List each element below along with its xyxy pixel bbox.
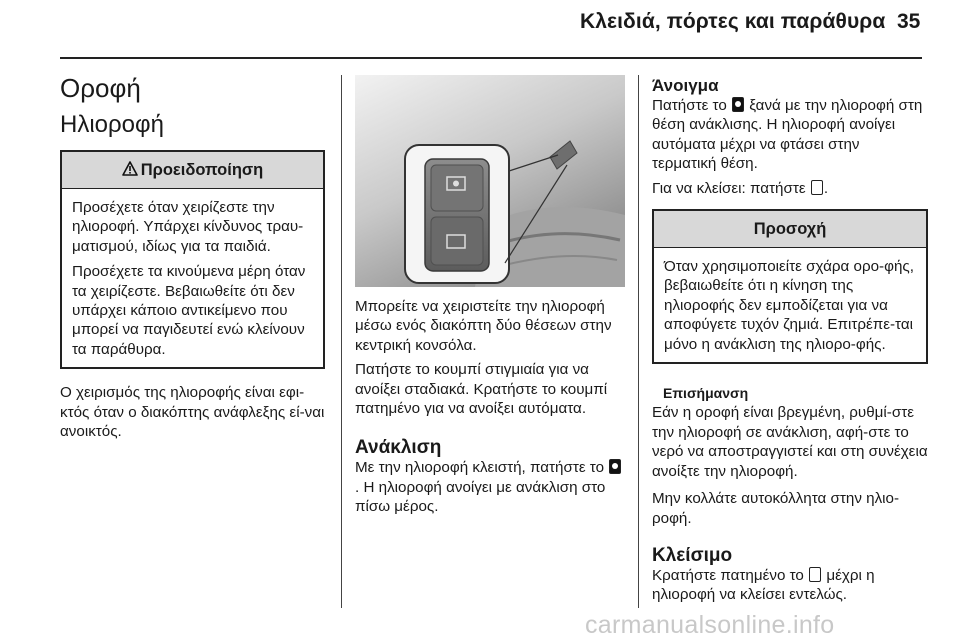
press-paragraph: Πατήστε το κουμπί στιγμιαία για να ανοίξει σταδιακά. Κρατήστε το κουμπί πατημένο για να ανοίξει αυτόματα. [355, 361, 608, 418]
watermark: carmanualsonline.info [585, 611, 835, 639]
close-paragraph [652, 179, 928, 198]
closing-paragraph [652, 566, 928, 605]
column-divider-2 [638, 75, 639, 608]
column-1 [60, 72, 325, 441]
closing-text-start: Κρατήστε πατημένο το [652, 566, 804, 584]
sun-icon [732, 97, 744, 112]
sunroof-switch-figure [355, 75, 625, 287]
column-2 [355, 75, 625, 517]
column-divider-1 [341, 75, 342, 608]
warning-text-1: Προσέχετε όταν χειρίζεστε την ηλιοροφή. Υπάρχει κίνδυνος τραυ-ματισμού, ιδίως για τα παιδιά. [72, 199, 304, 255]
closing-title: Κλείσιμο [652, 544, 733, 566]
header-rule [60, 57, 922, 59]
close-text-start: Για να κλείσει: πατήστε [652, 179, 806, 197]
subsection-title: Ηλιοροφή [60, 111, 164, 138]
warning-box [60, 150, 325, 369]
note-title: Επισήμανση [663, 385, 749, 402]
warning-box-header [62, 152, 323, 189]
sun-icon [609, 459, 621, 474]
square-icon [809, 567, 821, 582]
square-icon [811, 180, 823, 195]
close-text-end: . [823, 179, 829, 197]
column-3 [652, 75, 928, 605]
ignition-paragraph: Ο χειρισμός της ηλιοροφής είναι εφι-κτός όταν ο διακόπτης ανάφλεξης εί-ναι ανοικτός. [60, 384, 325, 441]
tilt-text-start: Με την ηλιοροφή κλειστή, πατήστε το [355, 459, 605, 477]
running-header-title: Κλειδιά, πόρτες και παράθυρα [580, 10, 886, 33]
open-text-start: Πατήστε το [652, 97, 727, 114]
open-text-end: ξανά με την ηλιοροφή στη θέση ανάκλισης. Η ηλιοροφή ανοίγει αυτόματα μέχρι να φτάσει στην τερματική θέση. [652, 97, 923, 173]
tilt-paragraph [355, 458, 625, 516]
sticker-paragraph: Μην κολλάτε αυτοκόλλητα στην ηλιο-ροφή. [652, 490, 900, 527]
tilt-text-end: . Η ηλιοροφή ανοίγει με ανάκλιση στο πίσω μέρος. [355, 478, 606, 516]
page-number: 35 [897, 10, 921, 33]
tilt-title: Ανάκλιση [355, 437, 442, 459]
caution-title: Προσοχή [654, 211, 926, 248]
warning-text-2: Προσέχετε τα κινούμενα μέρη όταν τα χειρίζεστε. Βεβαιωθείτε ότι δεν υπάρχει κάποιο αντικείμενο που μπορεί να παγιδευτεί ενώ κλείνουν τα παράθυρα. [72, 263, 306, 358]
section-title: Οροφή [60, 73, 141, 103]
switch-paragraph: Μπορείτε να χειριστείτε την ηλιοροφή μέσω ενός διακόπτη δύο θέσεων στην κεντρική κονσόλα. [355, 298, 612, 354]
warning-triangle-icon [122, 153, 138, 189]
caution-text: Όταν χρησιμοποιείτε σχάρα ορο-φής, βεβαιωθείτε ότι η κίνηση της ηλιοροφής δεν εμποδίζεται για να αποφύγετε τυχόν ζημιά. Επιτρέπε-ται μόνο η ανάκλιση της ηλιορο-φής. [664, 258, 914, 353]
open-paragraph [652, 96, 928, 174]
open-title: Άνοιγμα [652, 76, 719, 95]
warning-title: Προειδοποίηση [140, 161, 264, 179]
note-text: Εάν η οροφή είναι βρεγμένη, ρυθμί-στε την ηλιοροφή σε ανάκλιση, αφή-στε το νερό να αποστραγγιστεί και στη συνέχεια ανοίξτε την ηλιοροφή. [652, 404, 928, 480]
caution-box [652, 209, 928, 364]
closing-text-end: μέχρι η ηλιοροφή να κλείσει εντελώς. [652, 566, 875, 604]
